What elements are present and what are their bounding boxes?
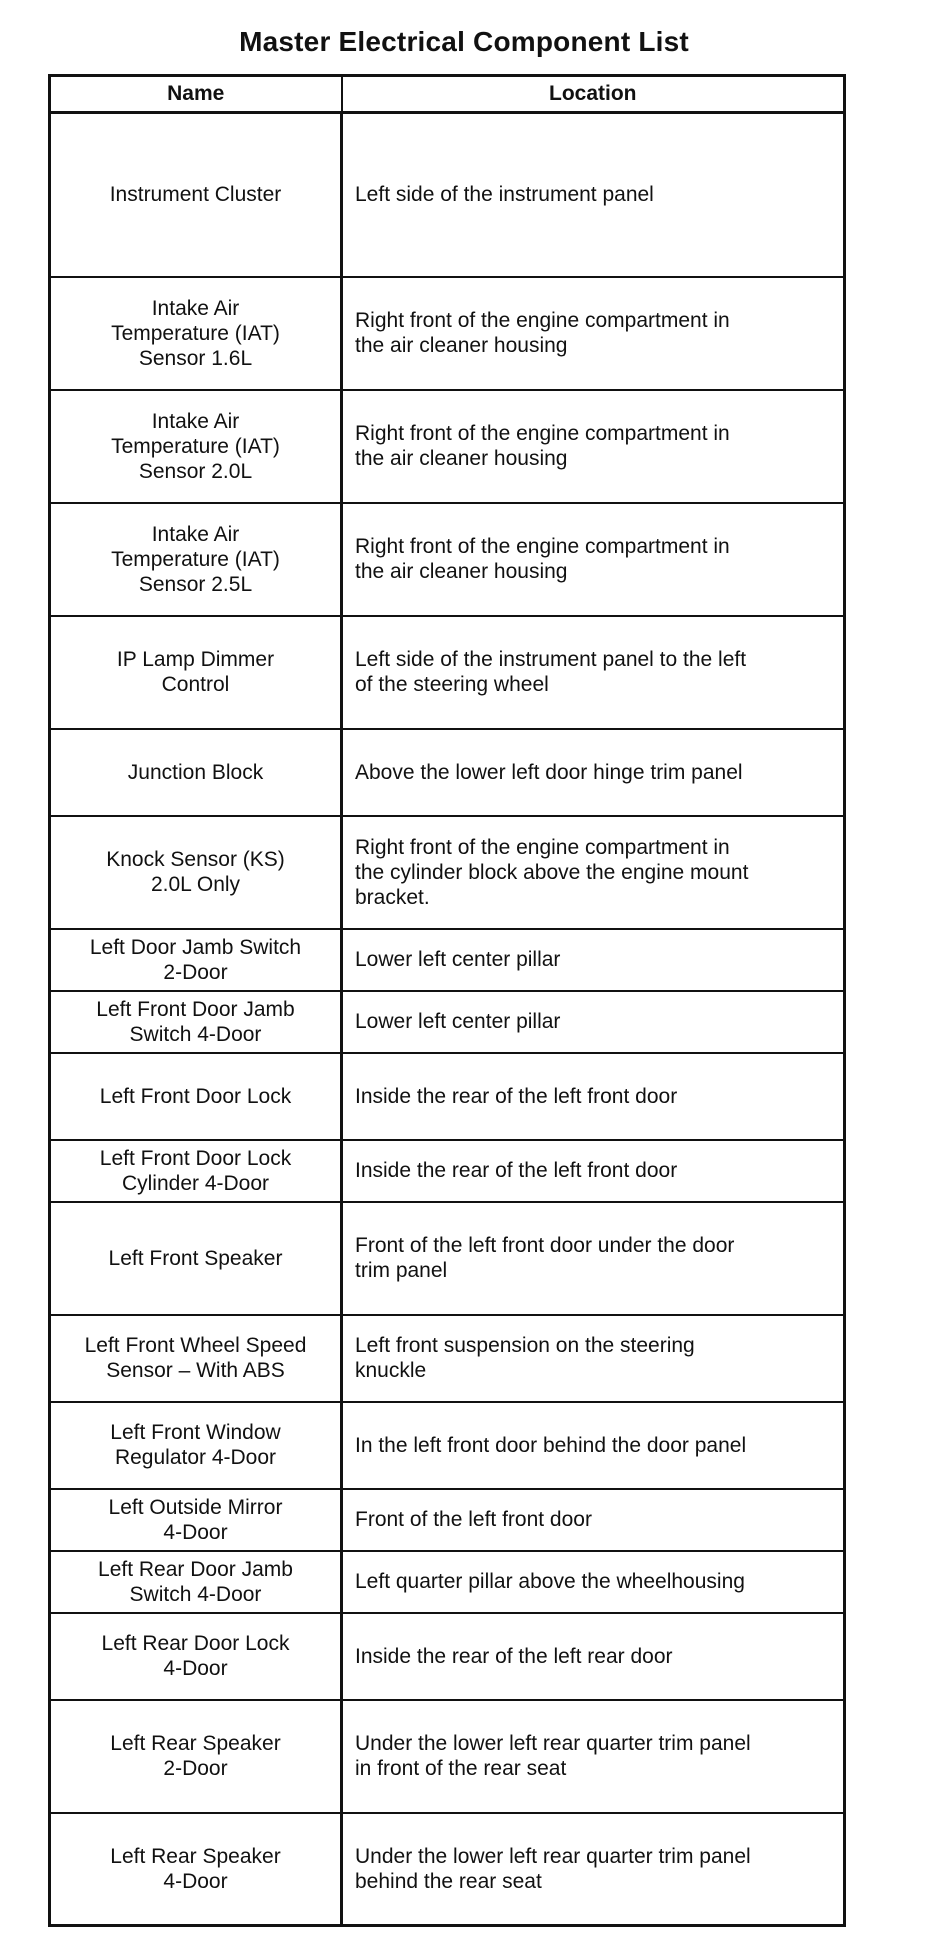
table-row (50, 991, 845, 1053)
component-location: Right front of the engine compartment in the cylinder block above the engine mount bracket. (342, 816, 845, 929)
component-name: Knock Sensor (KS) 2.0L Only (50, 816, 342, 929)
table-row (50, 1140, 845, 1202)
component-location: Left quarter pillar above the wheelhousing (342, 1551, 845, 1613)
component-location: Right front of the engine compartment in the air cleaner housing (342, 503, 845, 616)
table-row (50, 1053, 845, 1140)
table-row (50, 277, 845, 390)
component-location: Lower left center pillar (342, 991, 845, 1053)
component-location: Inside the rear of the left front door (342, 1053, 845, 1140)
component-location: Lower left center pillar (342, 929, 845, 991)
table-row (50, 1613, 845, 1700)
table-row (50, 113, 845, 277)
component-name: Left Front Door Jamb Switch 4-Door (50, 991, 342, 1053)
component-name: Left Rear Speaker 4-Door (50, 1813, 342, 1926)
component-location: Under the lower left rear quarter trim panel behind the rear seat (342, 1813, 845, 1926)
component-name: Left Front Door Lock Cylinder 4-Door (50, 1140, 342, 1202)
component-location: In the left front door behind the door panel (342, 1402, 845, 1489)
component-location: Left side of the instrument panel (342, 113, 845, 277)
table-header-row (50, 76, 845, 113)
component-name: Junction Block (50, 729, 342, 816)
component-location: Front of the left front door (342, 1489, 845, 1551)
table-row (50, 929, 845, 991)
component-table (48, 74, 846, 1927)
component-location: Right front of the engine compartment in the air cleaner housing (342, 277, 845, 390)
component-name: Left Outside Mirror 4-Door (50, 1489, 342, 1551)
table-row (50, 816, 845, 929)
component-location: Under the lower left rear quarter trim panel in front of the rear seat (342, 1700, 845, 1813)
component-name: Left Rear Door Jamb Switch 4-Door (50, 1551, 342, 1613)
component-location: Above the lower left door hinge trim panel (342, 729, 845, 816)
page-title: Master Electrical Component List (239, 26, 689, 57)
table-row (50, 503, 845, 616)
table-row (50, 616, 845, 729)
component-location: Front of the left front door under the door trim panel (342, 1202, 845, 1315)
table-row (50, 1813, 845, 1926)
table-row (50, 729, 845, 816)
component-name: Intake Air Temperature (IAT) Sensor 1.6L (50, 277, 342, 390)
component-name: Instrument Cluster (50, 113, 342, 277)
table-row (50, 1489, 845, 1551)
component-location: Inside the rear of the left rear door (342, 1613, 845, 1700)
component-location: Right front of the engine compartment in the air cleaner housing (342, 390, 845, 503)
component-name: Left Front Wheel Speed Sensor – With ABS (50, 1315, 342, 1402)
table-row (50, 1700, 845, 1813)
table-row (50, 1402, 845, 1489)
component-name: IP Lamp Dimmer Control (50, 616, 342, 729)
component-name: Left Front Door Lock (50, 1053, 342, 1140)
component-name: Left Door Jamb Switch 2-Door (50, 929, 342, 991)
component-name: Left Front Speaker (50, 1202, 342, 1315)
table-row (50, 390, 845, 503)
component-name: Left Rear Door Lock 4-Door (50, 1613, 342, 1700)
component-location: Left front suspension on the steering knuckle (342, 1315, 845, 1402)
component-location: Left side of the instrument panel to the left of the steering wheel (342, 616, 845, 729)
component-name: Intake Air Temperature (IAT) Sensor 2.5L (50, 503, 342, 616)
table-row (50, 1551, 845, 1613)
component-name: Intake Air Temperature (IAT) Sensor 2.0L (50, 390, 342, 503)
component-name: Left Rear Speaker 2-Door (50, 1700, 342, 1813)
component-location: Inside the rear of the left front door (342, 1140, 845, 1202)
table-row (50, 1315, 845, 1402)
column-header-name: Name (50, 76, 342, 113)
component-name: Left Front Window Regulator 4-Door (50, 1402, 342, 1489)
column-header-location: Location (342, 76, 845, 113)
table-row (50, 1202, 845, 1315)
